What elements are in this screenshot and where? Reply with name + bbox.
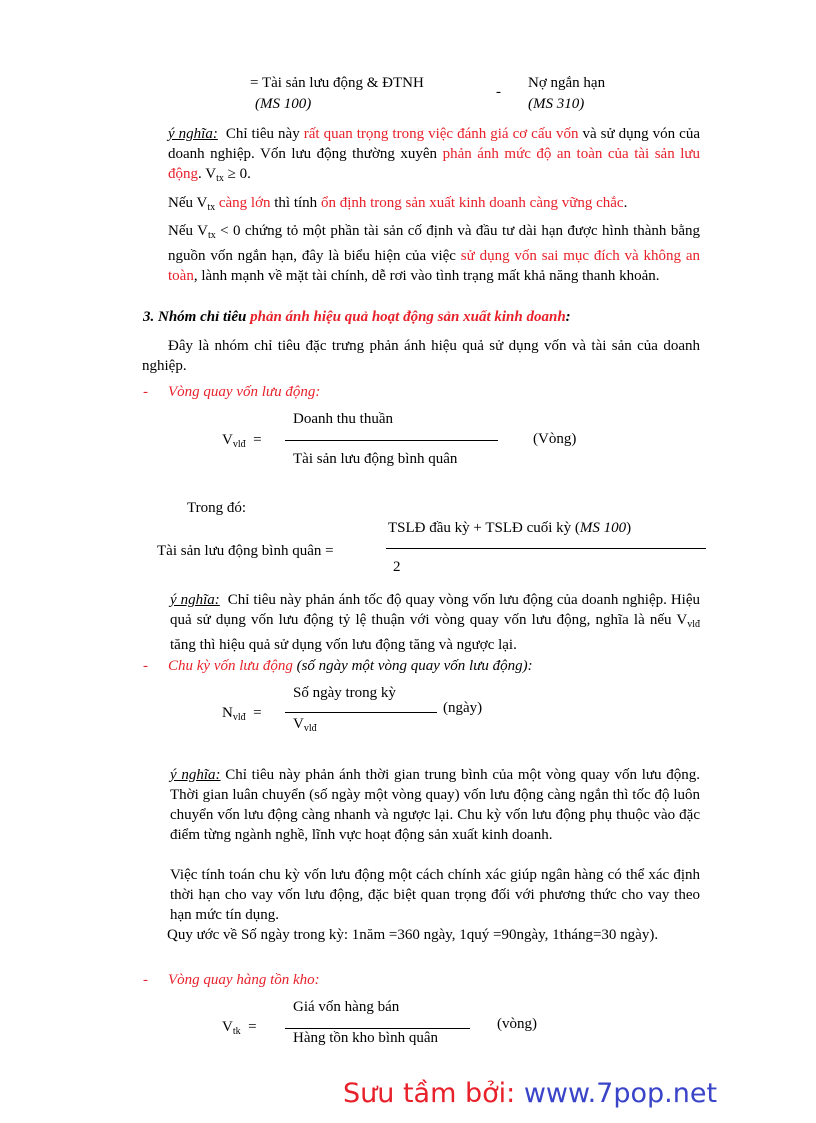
heading-highlight: phản ánh hiệu quả hoạt động sản xuất kinh doanh bbox=[250, 309, 566, 325]
text: , lành mạnh về mặt tài chính, dễ rơi vào tình trạng mất khả năng thanh khoản. bbox=[193, 268, 660, 284]
text: < 0 chứng tỏ một phần tài sản cố định và đầu tư dài hạn được hình thành bằng nguồn vốn ngắn hạn, đây là biểu hiện của việc bbox=[168, 223, 700, 264]
paragraph-y-nghia-3 bbox=[170, 765, 700, 845]
paragraph-3 bbox=[168, 221, 700, 286]
fraction-numerator: Doanh thu thuần bbox=[293, 411, 393, 427]
footer-watermark bbox=[343, 1078, 717, 1109]
footer-prefix: Sưu tầm bởi: bbox=[343, 1078, 524, 1109]
avg-numerator bbox=[388, 520, 631, 537]
heading-text: 3. Nhóm chỉ tiêu bbox=[143, 309, 251, 325]
trong-do-label: Trong đó: bbox=[187, 500, 247, 516]
text: TSLĐ đầu kỳ + TSLĐ cuối kỳ ( bbox=[388, 520, 580, 536]
y-nghia-label: ý nghĩa: bbox=[170, 592, 220, 608]
text: . V bbox=[198, 166, 217, 182]
fraction-denominator: Tài sản lưu động bình quân bbox=[293, 451, 458, 467]
equals: = bbox=[253, 705, 262, 721]
equals: = bbox=[248, 1019, 257, 1035]
text: Chỉ tiêu này phản ánh tốc độ quay vòng vốn lưu động của doanh nghiệp. Hiệu quả sử dụng vốn lưu động tỷ lệ thuận với vòng quay vốn lưu động, nghĩa là nếu V bbox=[170, 592, 700, 628]
item-title-vong-quay-vld: Vòng quay vốn lưu động: bbox=[168, 384, 321, 400]
fraction-numerator: Số ngày trong kỳ bbox=[293, 685, 396, 701]
text: . bbox=[623, 195, 628, 211]
highlight-text: càng lớn bbox=[215, 195, 271, 211]
formula-unit: (Vòng) bbox=[533, 431, 577, 447]
lhs-symbol: V bbox=[222, 1019, 233, 1035]
formula-minus: - bbox=[496, 84, 501, 100]
equals: = bbox=[253, 432, 262, 448]
paragraph-2 bbox=[168, 193, 700, 218]
title-highlight: Chu kỳ vốn lưu động bbox=[168, 658, 293, 674]
fraction-bar bbox=[285, 1028, 470, 1029]
formula-lhs bbox=[222, 432, 262, 450]
fraction-numerator: Giá vốn hàng bán bbox=[293, 999, 400, 1015]
bullet-dash: - bbox=[143, 972, 148, 988]
text: ) bbox=[626, 520, 632, 536]
formula-left-ms: (MS 100) bbox=[255, 96, 312, 112]
formula-lhs bbox=[222, 1019, 257, 1037]
formula-unit: (vòng) bbox=[497, 1016, 537, 1032]
text: Nếu V bbox=[168, 223, 208, 239]
bullet-dash: - bbox=[143, 384, 148, 400]
avg-denominator: 2 bbox=[393, 559, 401, 575]
formula-left: = Tài sản lưu động & ĐTNH bbox=[250, 75, 424, 91]
ms-code: MS 100 bbox=[579, 520, 627, 536]
subscript: tx bbox=[207, 202, 216, 213]
text: ≥ 0. bbox=[223, 166, 251, 182]
subscript: vlđ bbox=[687, 619, 700, 630]
paragraph-y-nghia-2 bbox=[170, 590, 700, 655]
paragraph-6: Việc tính toán chu kỳ vốn lưu động một cách chính xác giúp ngân hàng có thể xác định thời hạn cho vay vốn lưu động, đặc biệt quan trọng đối với phương thức cho vay theo hạn mức tín dụng. bbox=[170, 867, 700, 923]
item-title-vong-quay-htk: Vòng quay hàng tồn kho: bbox=[168, 972, 320, 988]
text: và sử dụng vón của doanh nghiệp. Vốn lưu động thường xuyên bbox=[168, 126, 700, 162]
item-title-chu-ky-vld bbox=[168, 658, 533, 675]
text: Chỉ tiêu này bbox=[225, 126, 304, 142]
section-heading bbox=[143, 309, 571, 326]
highlight-text: ổn định trong sản xuất kinh doanh càng vững chắc bbox=[320, 195, 624, 211]
text: Chỉ tiêu này phản ánh thời gian trung bình của một vòng quay vốn lưu động. Thời gian luân chuyển (số ngày một vòng quay) vốn lưu động càng ngắn thì tốc độ luôn chuyển vốn lưu động càng nhanh và ngược lại. Chu kỳ vốn lưu động phụ thuộc vào đặc điểm từng ngành nghề, lĩnh vực hoạt động sản xuất kinh doanh. bbox=[170, 767, 701, 843]
text: thì tính bbox=[270, 195, 321, 211]
formula-lhs bbox=[222, 705, 262, 723]
formula-unit: (ngày) bbox=[443, 700, 483, 716]
footer-link[interactable]: www.7pop.net bbox=[523, 1078, 718, 1109]
highlight-text: rất quan trọng trong việc đánh giá cơ cấu vốn bbox=[303, 126, 579, 142]
formula-right-ms: (MS 310) bbox=[528, 96, 585, 112]
avg-lhs: Tài sản lưu động bình quân = bbox=[157, 543, 334, 559]
title-text: (số ngày một vòng quay vốn lưu động): bbox=[292, 658, 533, 674]
intro-paragraph: Đây là nhóm chỉ tiêu đặc trưng phản ánh hiệu quả sử dụng vốn và tài sản của doanh nghiệp. bbox=[142, 338, 700, 374]
lhs-symbol: V bbox=[222, 432, 233, 448]
subscript: vlđ bbox=[303, 723, 317, 734]
bullet-dash: - bbox=[143, 658, 148, 674]
paragraph-7: Quy ước về Số ngày trong kỳ: 1năm =360 ngày, 1quý =90ngày, 1tháng=30 ngày). bbox=[167, 927, 659, 943]
fraction-bar bbox=[285, 712, 437, 713]
highlight-text: phản ánh mức độ an toàn của tài sản lưu động bbox=[168, 146, 701, 182]
subscript: vlđ bbox=[232, 712, 246, 723]
heading-text: : bbox=[565, 309, 571, 325]
subscript: vlđ bbox=[232, 439, 246, 450]
subscript: tx bbox=[207, 230, 216, 241]
den-symbol: V bbox=[293, 716, 304, 732]
subscript: tk bbox=[232, 1026, 241, 1037]
paragraph-y-nghia-1 bbox=[168, 124, 700, 189]
fraction-denominator bbox=[293, 716, 317, 734]
fraction-bar bbox=[386, 548, 706, 549]
y-nghia-label: ý nghĩa: bbox=[168, 126, 218, 142]
text: Nếu V bbox=[168, 195, 208, 211]
formula-right: Nợ ngắn hạn bbox=[528, 75, 606, 91]
fraction-bar bbox=[285, 440, 498, 441]
text: tăng thì hiệu quả sử dụng vốn lưu động tăng và ngược lại. bbox=[170, 637, 517, 653]
lhs-symbol: N bbox=[222, 705, 233, 721]
fraction-denominator: Hàng tồn kho bình quân bbox=[293, 1030, 438, 1046]
subscript: tx bbox=[216, 173, 224, 184]
y-nghia-label: ý nghĩa: bbox=[170, 767, 221, 783]
highlight-text: sử dụng vốn sai mục đích và không an toàn bbox=[168, 248, 700, 284]
